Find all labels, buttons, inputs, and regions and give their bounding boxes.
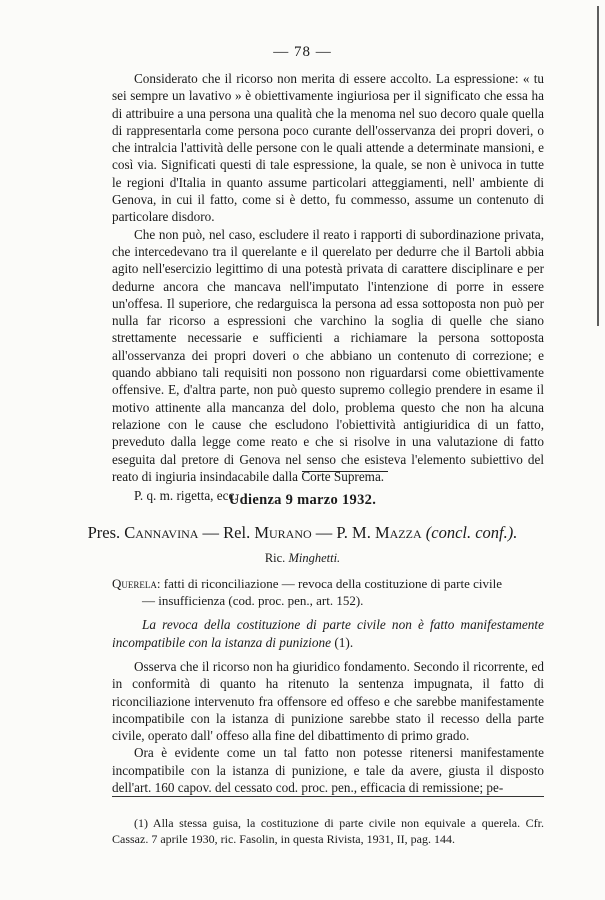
appellant-line: [0, 551, 605, 566]
pres-name: Cannavina: [124, 523, 199, 542]
section-separator: [302, 471, 388, 472]
paragraph-ora: Ora è evidente come un tal fatto non potesse ritenersi manifestamente incompatibile con la istanza di punizione, e tale da avere, giusta il disposto dell'art. 160 capov. del cessato cod. proc. pen., efficacia di remissione; pe-: [112, 745, 544, 796]
headnote: [112, 616, 544, 651]
footnote-text: (1) Alla stessa guisa, la costituzione di parte civile non equivale a querela. Cfr. Cassaz. 7 aprile 1930, ric. Fasolin, in questa Rivista, 1931, II, pag. 144.: [112, 816, 544, 846]
querela-heading: [112, 575, 544, 609]
paragraph-subordinazione: Che non può, nel caso, escludere il reato i rapporti di subordinazione privata, che intercedevano tra il querelante e il querelato per dedurre che il Bartoli abbia agito nell'esercizio legittimo di una potestà privata di carattere disciplinare e per dedurne ancora che mancava nell'imputato l'intenzione di porre in essere un'offesa. Il superiore, che redarguisca la persona ad essa sottoposta non può per nulla far ricorso a espressioni che varchino la soglia di quelle che siano strettamente necessarie e sufficienti a richiamare la persona sottoposta all'osservanza dei propri doveri o che abbiano un contenuto di correzione; e quando abbiano tali requisiti non possono non riguardarsi come obiettivamente offensive. E, d'altra parte, non può questo supremo collegio prendere in esame il motivo attinente alla mancanza del dolo, problema questo che non ha alcuna relazione con le cause che escludono l'obiettività antigiuridica di un fatto, preveduto dalla legge come reato e che si risolve in una valutazione di fatto eseguita dal pretore di Genova nel senso che esisteva l'elemento subiettivo del reato di ingiuria insindacabile dalla Corte Suprema.: [112, 226, 544, 484]
footnote-separator: [112, 796, 544, 797]
paragraph-considerato: Considerato che il ricorso non merita di essere accolto. La espressione: « tu sei sempre un lavativo » è obiettivamente ingiuriosa per il significato che essa ha di attribuire a una persona una qualità che la menoma nel suo decoro quale quella di rappresentarla come persona poco curante dell'osservanza dei propri doveri, o che intralcia l'attività delle persone con le quali attende a determinate mansioni, e così via. Significati questi di tale espressione, la quale, se non è univoca in tutte le regioni d'Italia in quanto assume particolari atteggiamenti, nell' ambiente di Genova, in cui il fatto, come si è detto, fu commesso, assume un contenuto di particolare disdoro.: [112, 71, 544, 225]
headnote-text: La revoca della costituzione di parte civile non è fatto manifestamente incompatibile con la istanza di punizione: [112, 617, 544, 650]
ric-name: Minghetti.: [288, 551, 341, 565]
footnote-ref: (1).: [334, 634, 354, 650]
pres-prefix: Pres.: [87, 523, 121, 542]
page-number: — 78 —: [273, 44, 332, 60]
first-section-text: [112, 70, 544, 504]
hearing-title: Udienza 9 marzo 1932.: [228, 492, 377, 508]
ric-prefix: Ric.: [264, 551, 286, 565]
querela-label: Querela:: [112, 576, 161, 591]
second-section-text: [112, 658, 544, 796]
paragraph-osserva: Osserva che il ricorso non ha giuridico fondamento. Secondo il ricorrente, ed in conformità di quanto ha ritenuto la sentenza impugnata, il fatto di riconciliazione intervenuto fra offensore ed offeso e che sarebbe manifestamente incompatibile con la istanza di punizione sarebbe stato il recesso della parte civile, operato dall' offeso alla fine del dibattimento di primo grado.: [112, 659, 544, 744]
querela-line-1: fatti di riconciliazione — revoca della costituzione di parte civile: [163, 576, 502, 591]
pm-prefix: P. M.: [336, 523, 371, 542]
pm-name: Mazza: [374, 523, 422, 542]
court-composition: [0, 523, 605, 543]
pm-conclusion: (concl. conf.).: [425, 523, 518, 542]
rel-name: Murano: [254, 523, 312, 542]
dash: —: [315, 523, 333, 542]
querela-line-2: — insufficienza (cod. proc. pen., art. 152).: [142, 593, 364, 608]
footnote: [112, 815, 544, 847]
dash: —: [202, 523, 220, 542]
rel-prefix: Rel.: [223, 523, 251, 542]
paragraph-pqm: P. q. m. rigetta, ecc.: [134, 488, 238, 504]
